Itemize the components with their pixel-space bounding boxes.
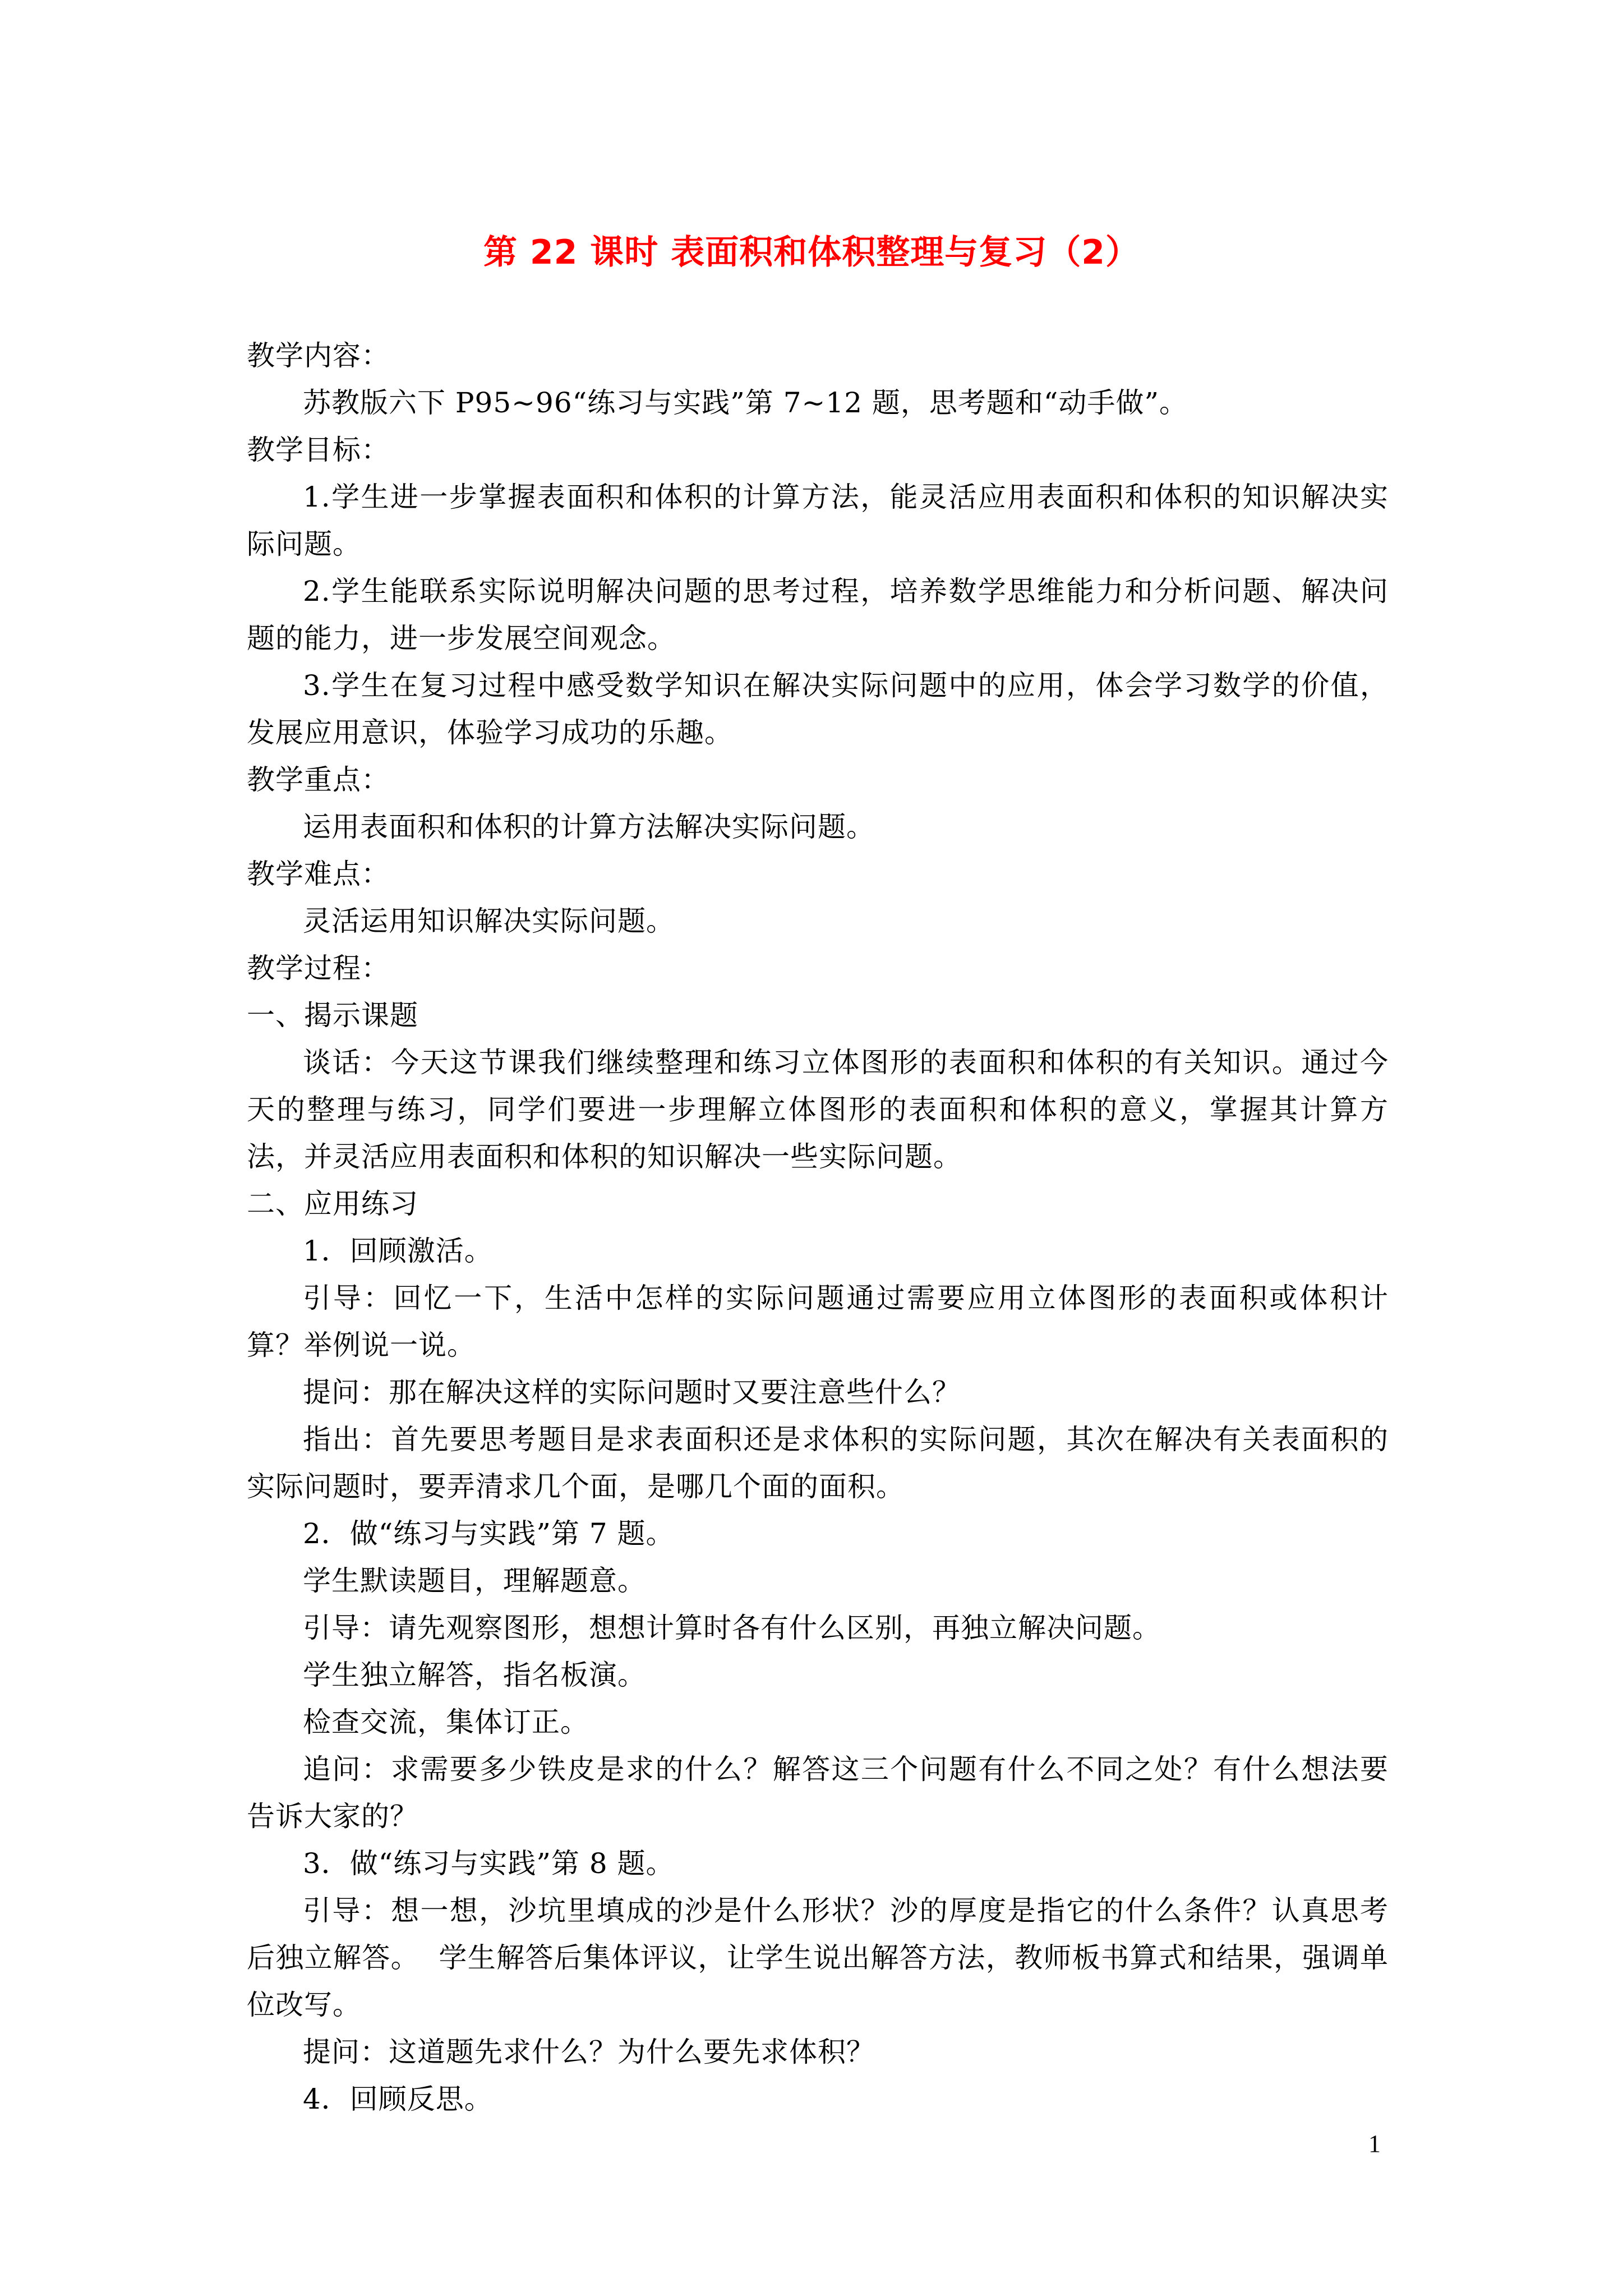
paragraph: 引导：想一想，沙坑里填成的沙是什么形状？沙的厚度是指它的什么条件？认真思考后独立解答。 学生解答后集体评议，让学生说出解答方法，教师板书算式和结果，强调单位改写。: [247, 1894, 1389, 2021]
paragraph: 3．做“练习与实践”第 8 题。: [303, 1847, 675, 1880]
paragraph: 3.学生在复习过程中感受数学知识在解决实际问题中的应用，体会学习数学的价值，发展应用意识，体验学习成功的乐趣。: [247, 669, 1389, 749]
document-body: [247, 332, 1389, 2123]
paragraph: 检查交流，集体订正。: [303, 1706, 589, 1738]
page-number: 1: [1368, 2130, 1381, 2157]
paragraph: 教学难点：: [247, 858, 390, 890]
section-heading: 二、应用练习: [247, 1188, 418, 1220]
paragraph: 运用表面积和体积的计算方法解决实际问题。: [303, 811, 875, 843]
paragraph: 学生独立解答，指名板演。: [303, 1659, 646, 1691]
paragraph: 灵活运用知识解决实际问题。: [303, 905, 675, 937]
paragraph: 1．回顾激活。: [303, 1235, 493, 1267]
paragraph: 1.学生进一步掌握表面积和体积的计算方法，能灵活应用表面积和体积的知识解决实际问题。: [247, 481, 1389, 560]
paragraph: 追问：求需要多少铁皮是求的什么？解答这三个问题有什么不同之处？有什么想法要告诉大家的？: [247, 1753, 1389, 1833]
paragraph: 指出：首先要思考题目是求表面积还是求体积的实际问题，其次在解决有关表面积的实际问题时，要弄清求几个面，是哪几个面的面积。: [247, 1423, 1389, 1503]
paragraph: 教学内容：: [247, 339, 390, 372]
paragraph: 教学过程：: [247, 952, 390, 984]
paragraph: 提问：那在解决这样的实际问题时又要注意些什么？: [303, 1376, 961, 1409]
paragraph: 提问：这道题先求什么？为什么要先求体积？: [303, 2036, 875, 2068]
paragraph: 2.学生能联系实际说明解决问题的思考过程，培养数学思维能力和分析问题、解决问题的能力，进一步发展空间观念。: [247, 575, 1389, 655]
paragraph: 教学重点：: [247, 763, 390, 796]
section-heading: 一、揭示课题: [247, 999, 418, 1032]
paragraph: 教学目标：: [247, 434, 390, 466]
paragraph: 学生默读题目，理解题意。: [303, 1565, 646, 1597]
paragraph: 引导：请先观察图形，想想计算时各有什么区别，再独立解决问题。: [303, 1612, 1161, 1644]
paragraph: 2．做“练习与实践”第 7 题。: [303, 1517, 675, 1550]
paragraph: 引导：回忆一下，生活中怎样的实际问题通过需要应用立体图形的表面积或体积计算？举例说一说。: [247, 1282, 1389, 1361]
paragraph: 苏教版六下 P95~96“练习与实践”第 7~12 题，思考题和“动手做”。: [303, 386, 1188, 419]
document-title: 第 22 课时 表面积和体积整理与复习（2）: [483, 233, 1140, 272]
paragraph: 4．回顾反思。: [303, 2083, 493, 2115]
paragraph: 谈话：今天这节课我们继续整理和练习立体图形的表面积和体积的有关知识。通过今天的整理与练习，同学们要进一步理解立体图形的表面积和体积的意义，掌握其计算方法，并灵活应用表面积和体积的知识解决一些实际问题。: [247, 1046, 1389, 1173]
